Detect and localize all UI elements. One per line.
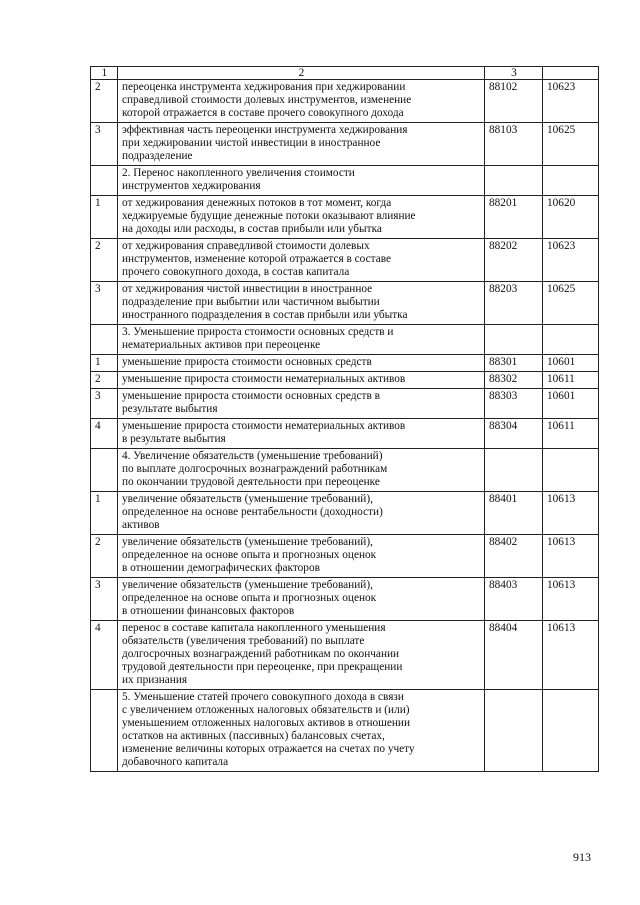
row-number-cell: 3 [91, 578, 118, 621]
linked-account-cell: 10611 [543, 419, 599, 449]
table-row [91, 535, 599, 578]
row-number-cell: 3 [91, 389, 118, 419]
row-number-cell [91, 166, 118, 196]
row-number-cell: 4 [91, 621, 118, 690]
table-row [91, 282, 599, 325]
description-line: увеличение обязательств (уменьшение требований), [122, 493, 373, 505]
row-description-cell [118, 492, 485, 535]
description-line: уменьшение прироста стоимости основных средств в [122, 390, 380, 402]
table-row [91, 389, 599, 419]
linked-account-cell [543, 690, 599, 772]
linked-account-cell: 10611 [543, 372, 599, 389]
row-description-cell [118, 239, 485, 282]
description-line: с увеличением отложенных налоговых обязательств и (или) [122, 704, 410, 716]
account-code-cell [485, 325, 543, 355]
row-description-cell [118, 419, 485, 449]
description-line: прочего совокупного дохода, в состав капитала [122, 266, 350, 278]
description-line: 2. Перенос накопленного увеличения стоимости [122, 167, 355, 179]
description-line: уменьшение прироста стоимости основных средств [122, 356, 372, 368]
linked-account-cell [543, 449, 599, 492]
row-description-cell [118, 325, 485, 355]
row-number-cell: 3 [91, 282, 118, 325]
linked-account-cell: 10601 [543, 355, 599, 372]
table-row [91, 196, 599, 239]
description-line: обязательств (увеличения требований) по выплате [122, 635, 365, 647]
description-line: хеджируемые будущие денежные потоки оказывают влияние [122, 210, 416, 222]
linked-account-cell: 10625 [543, 282, 599, 325]
table-row [91, 449, 599, 492]
linked-account-cell: 10613 [543, 621, 599, 690]
table-row [91, 492, 599, 535]
description-line: определенное на основе рентабельности (доходности) [122, 506, 383, 518]
description-line: которой отражается в составе прочего совокупного дохода [122, 107, 404, 119]
description-line: трудовой деятельности при переоценке, при прекращении [122, 661, 403, 673]
description-line: по выплате долгосрочных вознаграждений работникам [122, 463, 388, 475]
account-code-cell: 88401 [485, 492, 543, 535]
description-line: эффективная часть переоценки инструмента хеджирования [122, 124, 408, 136]
description-line: увеличение обязательств (уменьшение требований), [122, 536, 373, 548]
header-cell-4 [543, 67, 599, 80]
row-description-cell [118, 123, 485, 166]
description-line: 3. Уменьшение прироста стоимости основных средств и [122, 326, 394, 338]
linked-account-cell [543, 166, 599, 196]
linked-account-cell [543, 325, 599, 355]
row-description-cell [118, 621, 485, 690]
row-description-cell [118, 282, 485, 325]
account-code-cell: 88402 [485, 535, 543, 578]
description-line: по окончании трудовой деятельности при переоценке [122, 476, 380, 488]
row-number-cell: 2 [91, 535, 118, 578]
table-row [91, 166, 599, 196]
linked-account-cell: 10625 [543, 123, 599, 166]
account-code-cell: 88404 [485, 621, 543, 690]
account-code-cell: 88303 [485, 389, 543, 419]
table-row [91, 239, 599, 282]
table-row [91, 80, 599, 123]
row-description-cell [118, 166, 485, 196]
linked-account-cell: 10601 [543, 389, 599, 419]
description-line: инструментов хеджирования [122, 180, 261, 192]
description-line: результате выбытия [122, 403, 218, 415]
row-number-cell: 2 [91, 372, 118, 389]
description-line: на доходы или расходы, в состав прибыли или убытка [122, 223, 382, 235]
header-cell-3: 3 [485, 67, 543, 80]
description-line: справедливой стоимости долевых инструментов, изменение [122, 94, 412, 106]
row-number-cell: 3 [91, 123, 118, 166]
description-line: добавочного капитала [122, 756, 229, 768]
account-code-cell: 88403 [485, 578, 543, 621]
account-code-cell [485, 690, 543, 772]
description-line: при хеджировании чистой инвестиции в иностранное [122, 137, 381, 149]
description-line: определенное на основе опыта и прогнозных оценок [122, 592, 377, 604]
row-description-cell [118, 578, 485, 621]
description-line: 5. Уменьшение статей прочего совокупного дохода в связи [122, 691, 404, 703]
description-line: определенное на основе опыта и прогнозных оценок [122, 549, 377, 561]
account-code-cell: 88302 [485, 372, 543, 389]
header-cell-2: 2 [118, 67, 485, 80]
table-row [91, 355, 599, 372]
table-row [91, 325, 599, 355]
row-description-cell [118, 690, 485, 772]
row-description-cell [118, 449, 485, 492]
row-number-cell: 1 [91, 492, 118, 535]
table-row [91, 372, 599, 389]
linked-account-cell: 10613 [543, 492, 599, 535]
description-line: от хеджирования справедливой стоимости долевых [122, 240, 370, 252]
header-cell-1: 1 [91, 67, 118, 80]
table-header-row [91, 67, 599, 80]
description-line: иностранного подразделения в состав прибыли или убытка [122, 309, 408, 321]
description-line: инструментов, изменение которой отражается в составе [122, 253, 391, 265]
account-code-cell: 88102 [485, 80, 543, 123]
description-line: изменение величины которых отражается на счетах по учету [122, 743, 415, 755]
description-line: уменьшение прироста стоимости нематериальных активов [122, 373, 406, 385]
description-line: подразделение [122, 150, 193, 162]
accounts-table [90, 66, 599, 772]
page-number: 913 [573, 850, 591, 864]
description-line: от хеджирования чистой инвестиции в иностранное [122, 283, 373, 295]
description-line: долгосрочных вознаграждений работникам по окончании [122, 648, 400, 660]
row-number-cell [91, 690, 118, 772]
row-number-cell [91, 325, 118, 355]
description-line: перенос в составе капитала накопленного уменьшения [122, 622, 386, 634]
account-code-cell: 88201 [485, 196, 543, 239]
row-description-cell [118, 80, 485, 123]
account-code-cell [485, 166, 543, 196]
table-row [91, 419, 599, 449]
row-description-cell [118, 196, 485, 239]
description-line: подразделение при выбытии или частичном выбытии [122, 296, 380, 308]
description-line: нематериальных активов при переоценке [122, 339, 321, 351]
description-line: переоценка инструмента хеджирования при хеджировании [122, 81, 406, 93]
description-line: остатков на активных (пассивных) балансовых счетах, [122, 730, 385, 742]
description-line: увеличение обязательств (уменьшение требований), [122, 579, 373, 591]
description-line: активов [122, 519, 160, 531]
row-description-cell [118, 389, 485, 419]
account-code-cell: 88103 [485, 123, 543, 166]
linked-account-cell: 10623 [543, 239, 599, 282]
row-number-cell: 1 [91, 196, 118, 239]
account-code-cell: 88304 [485, 419, 543, 449]
row-number-cell: 2 [91, 239, 118, 282]
table-row [91, 123, 599, 166]
row-description-cell [118, 372, 485, 389]
row-number-cell: 2 [91, 80, 118, 123]
account-code-cell: 88203 [485, 282, 543, 325]
row-number-cell [91, 449, 118, 492]
linked-account-cell: 10620 [543, 196, 599, 239]
linked-account-cell: 10613 [543, 535, 599, 578]
account-code-cell: 88301 [485, 355, 543, 372]
table-body [91, 67, 599, 772]
description-line: от хеджирования денежных потоков в тот момент, когда [122, 197, 392, 209]
description-line: их признания [122, 674, 188, 686]
linked-account-cell: 10623 [543, 80, 599, 123]
row-description-cell [118, 355, 485, 372]
description-line: 4. Увеличение обязательств (уменьшение требований) [122, 450, 383, 462]
table-row [91, 690, 599, 772]
account-code-cell: 88202 [485, 239, 543, 282]
description-line: в результате выбытия [122, 433, 226, 445]
description-line: в отношении финансовых факторов [122, 605, 295, 617]
description-line: в отношении демографических факторов [122, 562, 320, 574]
description-line: уменьшением отложенных налоговых активов в отношении [122, 717, 411, 729]
table-row [91, 578, 599, 621]
account-code-cell [485, 449, 543, 492]
row-number-cell: 1 [91, 355, 118, 372]
linked-account-cell: 10613 [543, 578, 599, 621]
table-row [91, 621, 599, 690]
description-line: уменьшение прироста стоимости нематериальных активов [122, 420, 406, 432]
row-description-cell [118, 535, 485, 578]
row-number-cell: 4 [91, 419, 118, 449]
